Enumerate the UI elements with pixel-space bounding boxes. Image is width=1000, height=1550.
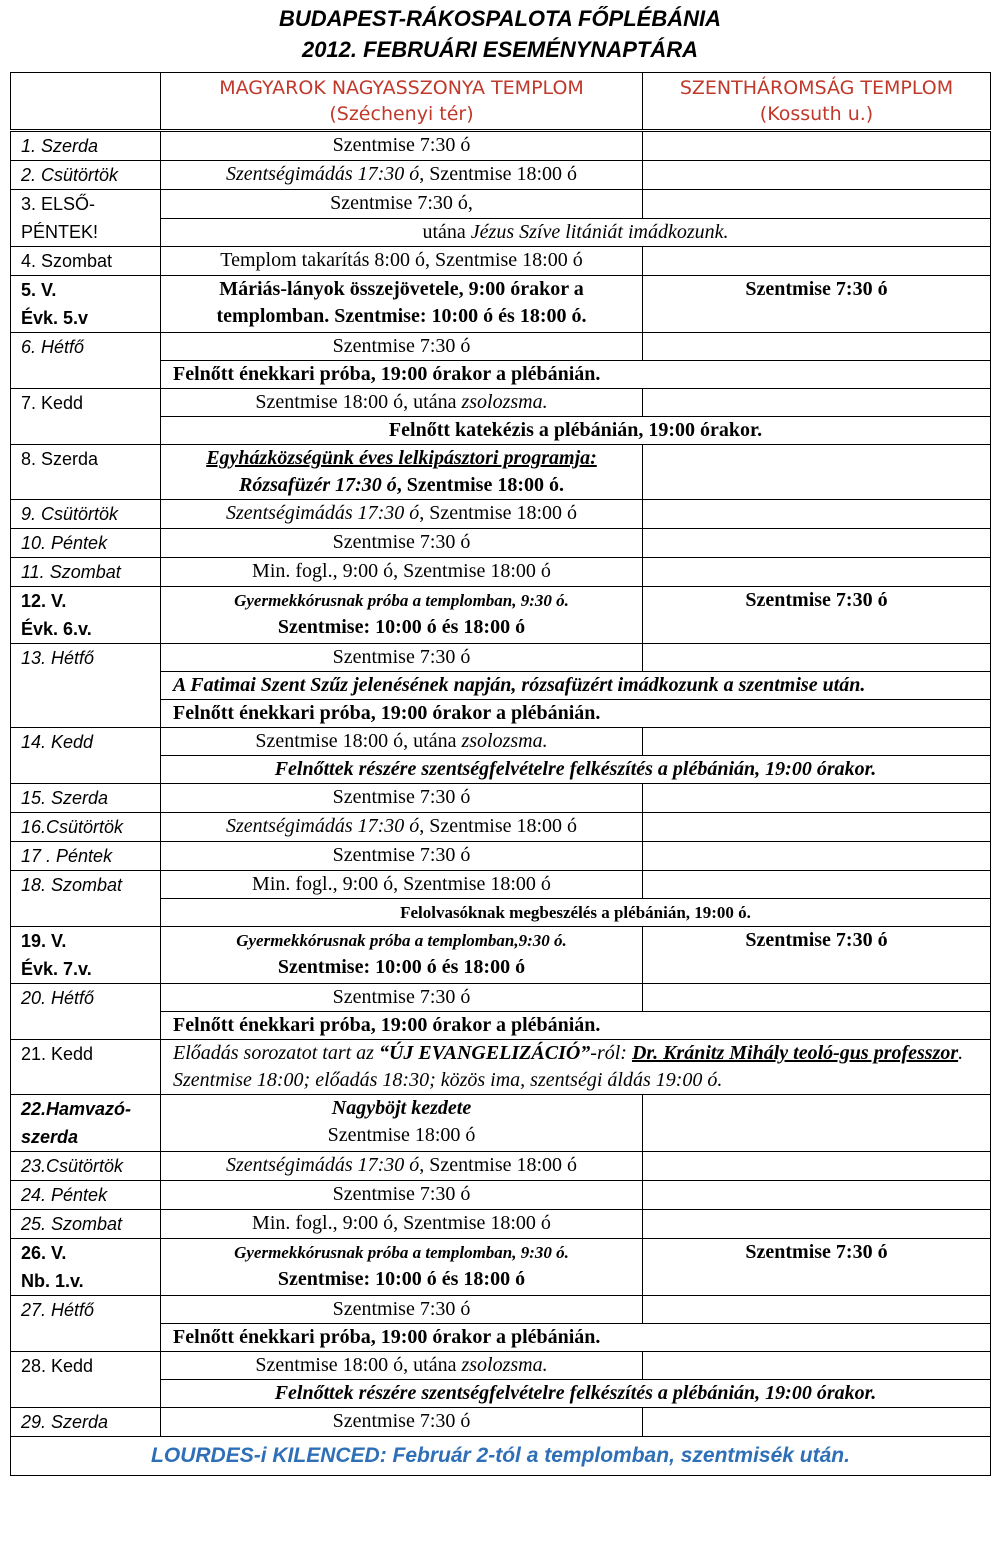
day-label: 29. Szerda bbox=[11, 1408, 161, 1437]
event-text: Egyházközségünk éves lelkipásztori programja: bbox=[206, 447, 597, 469]
table-row bbox=[11, 1352, 991, 1380]
table-row bbox=[11, 333, 991, 361]
event-text: Szentségimádás 17:30 ó bbox=[225, 502, 420, 524]
header-row bbox=[11, 73, 991, 131]
table-row bbox=[11, 1095, 991, 1152]
event-text: Dr. Kránitz Mihály teoló-gus professzor bbox=[631, 1042, 959, 1064]
event-text: Szentségimádás 17:30 ó bbox=[225, 1154, 420, 1176]
day-label: 14. Kedd bbox=[11, 728, 161, 784]
table-row bbox=[11, 131, 991, 161]
day-label: 28. Kedd bbox=[11, 1352, 161, 1408]
table-row bbox=[11, 813, 991, 842]
event-text: Gyermekkórusnak próba a templomban,9:30 ó. bbox=[236, 931, 567, 950]
event-text: Rózsafüzér 17:30 ó bbox=[239, 474, 397, 496]
day-label-line: 19. V. bbox=[21, 931, 67, 951]
table-row bbox=[11, 1296, 991, 1324]
day-label-line: Évk. 5.v bbox=[21, 308, 89, 328]
day-label: 4. Szombat bbox=[11, 247, 161, 276]
event-cell-empty bbox=[643, 247, 991, 276]
event-text: , Szentmise 18:00 ó. bbox=[396, 474, 564, 496]
event-cell-empty bbox=[643, 333, 991, 361]
day-label bbox=[11, 1095, 161, 1152]
day-label-line: 26. V. bbox=[21, 1243, 67, 1263]
day-label-line: Évk. 6.v. bbox=[21, 619, 92, 639]
day-label-line: 3. ELSŐ- bbox=[21, 194, 96, 214]
event-cell bbox=[161, 276, 643, 333]
table-row bbox=[11, 984, 991, 1012]
event-cell: Min. fogl., 9:00 ó, Szentmise 18:00 ó bbox=[161, 1210, 643, 1239]
table-row bbox=[11, 1181, 991, 1210]
event-cell bbox=[161, 927, 643, 984]
event-cell: Szentmise 7:30 ó bbox=[161, 529, 643, 558]
day-label-line: Nb. 1.v. bbox=[21, 1271, 84, 1291]
event-cell-wide: Felnőtt katekézis a plébánián, 19:00 órakor. bbox=[161, 417, 991, 445]
table-row bbox=[11, 558, 991, 587]
event-cell-empty bbox=[643, 1352, 991, 1380]
event-text: Nagyböjt kezdete bbox=[331, 1097, 472, 1119]
day-label: 25. Szombat bbox=[11, 1210, 161, 1239]
day-label: 17 . Péntek bbox=[11, 842, 161, 871]
event-cell-wide: Felnőtt énekkari próba, 19:00 órakor a plébánián. bbox=[161, 700, 991, 728]
page-title-line2: 2012. FEBRUÁRI ESEMÉNYNAPTÁRA bbox=[301, 37, 699, 62]
table-row bbox=[11, 784, 991, 813]
day-label-line: 5. V. bbox=[21, 280, 57, 300]
event-text: . Szentmise 18:00; előadás 18:30; közös ima, szentségi áldás 19:00 ó. bbox=[173, 1042, 964, 1091]
event-cell: Szentmise 7:30 ó bbox=[161, 1408, 643, 1437]
table-row bbox=[11, 445, 991, 500]
day-label bbox=[11, 927, 161, 984]
event-cell: Szentmise 7:30 ó bbox=[161, 644, 643, 672]
event-text: Gyermekkórusnak próba a templomban, 9:30 ó. bbox=[234, 591, 569, 610]
table-row bbox=[11, 587, 991, 644]
day-label: 13. Hétfő bbox=[11, 644, 161, 728]
event-cell-empty bbox=[643, 131, 991, 161]
event-cell: Szentmise 7:30 ó bbox=[161, 333, 643, 361]
table-row bbox=[11, 1152, 991, 1181]
table-row bbox=[11, 842, 991, 871]
event-text: utána bbox=[422, 220, 471, 243]
event-text: Szentmise 18:00 ó bbox=[327, 1124, 476, 1146]
event-text: Szentmise 18:00 ó, utána bbox=[255, 1354, 462, 1376]
event-text: Szentmise 18:00 ó, utána bbox=[255, 730, 462, 752]
event-text: Szentségimádás 17:30 ó bbox=[225, 815, 420, 837]
event-text: zsolozsma. bbox=[461, 1354, 548, 1376]
table-row bbox=[11, 1040, 991, 1095]
event-cell-church2: Szentmise 7:30 ó bbox=[643, 1239, 991, 1296]
event-cell-empty bbox=[643, 500, 991, 529]
day-label: 7. Kedd bbox=[11, 389, 161, 445]
day-label: 11. Szombat bbox=[11, 558, 161, 587]
event-cell-wide: Felnőttek részére szentségfelvételre felkészítés a plébánián, 19:00 órakor. bbox=[161, 1380, 991, 1408]
church1-name: MAGYAROK NAGYASSZONYA TEMPLOM bbox=[219, 77, 584, 99]
table-row bbox=[11, 190, 991, 219]
event-cell-wide: Felolvasóknak megbeszélés a plébánián, 19:00 ó. bbox=[161, 899, 991, 927]
event-cell-wide bbox=[161, 218, 991, 247]
event-text: , Szentmise 18:00 ó bbox=[419, 1154, 578, 1176]
day-label-line: PÉNTEK! bbox=[21, 222, 99, 242]
church2-place: (Kossuth u.) bbox=[759, 103, 874, 125]
event-cell-empty bbox=[643, 389, 991, 417]
event-text: zsolozsma. bbox=[461, 391, 548, 413]
event-cell: Szentmise 7:30 ó, bbox=[161, 190, 643, 219]
event-cell: Szentmise 7:30 ó bbox=[161, 1181, 643, 1210]
table-row bbox=[11, 276, 991, 333]
day-label-line: 22.Hamvazó- bbox=[21, 1099, 132, 1119]
event-cell bbox=[161, 1239, 643, 1296]
event-cell-wide: A Fatimai Szent Szűz jelenésének napján, rózsafüzért imádkozunk a szentmise után. bbox=[161, 672, 991, 700]
day-label: 2. Csütörtök bbox=[11, 161, 161, 190]
event-cell: Min. fogl., 9:00 ó, Szentmise 18:00 ó bbox=[161, 871, 643, 899]
event-cell: Szentmise 7:30 ó bbox=[161, 131, 643, 161]
day-label bbox=[11, 587, 161, 644]
footer-row bbox=[11, 1437, 991, 1476]
event-cell bbox=[161, 389, 643, 417]
table-row bbox=[11, 500, 991, 529]
day-label-line: Évk. 7.v. bbox=[21, 959, 92, 979]
event-text: templomban. Szentmise: 10:00 ó és 18:00 ó. bbox=[216, 305, 587, 327]
event-text: -ról: bbox=[590, 1042, 632, 1064]
event-cell: Szentmise 7:30 ó bbox=[161, 842, 643, 871]
day-label: 20. Hétfő bbox=[11, 984, 161, 1040]
event-text: Szentmise: 10:00 ó és 18:00 ó bbox=[277, 616, 526, 638]
table-row bbox=[11, 927, 991, 984]
event-cell-empty bbox=[643, 529, 991, 558]
event-cell-empty bbox=[643, 871, 991, 899]
table-row bbox=[11, 529, 991, 558]
header-church2 bbox=[643, 73, 991, 131]
event-cell bbox=[161, 500, 643, 529]
event-text: Gyermekkórusnak próba a templomban, 9:30 ó. bbox=[234, 1243, 569, 1262]
event-cell-church2: Szentmise 7:30 ó bbox=[643, 927, 991, 984]
event-cell-empty bbox=[643, 190, 991, 219]
event-cell-empty bbox=[643, 728, 991, 756]
event-text-line bbox=[161, 472, 642, 499]
event-calendar-table bbox=[10, 72, 991, 1476]
event-cell-church2: Szentmise 7:30 ó bbox=[643, 587, 991, 644]
table-row bbox=[11, 644, 991, 672]
day-label: 21. Kedd bbox=[11, 1040, 161, 1095]
event-cell-wide: Felnőtt énekkari próba, 19:00 órakor a plébánián. bbox=[161, 1012, 991, 1040]
event-cell: Templom takarítás 8:00 ó, Szentmise 18:00 ó bbox=[161, 247, 643, 276]
event-cell-empty bbox=[643, 1408, 991, 1437]
table-row bbox=[11, 247, 991, 276]
day-label: 1. Szerda bbox=[11, 131, 161, 161]
day-label: 9. Csütörtök bbox=[11, 500, 161, 529]
event-cell-empty bbox=[643, 784, 991, 813]
day-label: 10. Péntek bbox=[11, 529, 161, 558]
event-cell-empty bbox=[643, 984, 991, 1012]
day-label: 15. Szerda bbox=[11, 784, 161, 813]
event-cell-wide: Felnőttek részére szentségfelvételre felkészítés a plébánián, 19:00 órakor. bbox=[161, 756, 991, 784]
table-row bbox=[11, 728, 991, 756]
day-label: 18. Szombat bbox=[11, 871, 161, 927]
day-label-line: 12. V. bbox=[21, 591, 67, 611]
event-cell-empty bbox=[643, 1095, 991, 1152]
event-cell bbox=[161, 1095, 643, 1152]
event-cell-wide: Felnőtt énekkari próba, 19:00 órakor a plébánián. bbox=[161, 1324, 991, 1352]
church2-name: SZENTHÁROMSÁG TEMPLOM bbox=[679, 77, 954, 99]
day-label bbox=[11, 276, 161, 333]
footer-note: LOURDES-i KILENCED: Február 2-tól a templomban, szentmisék után. bbox=[11, 1437, 991, 1476]
event-cell-empty bbox=[643, 1210, 991, 1239]
day-label: 16.Csütörtök bbox=[11, 813, 161, 842]
event-cell-wide bbox=[161, 1040, 991, 1095]
church1-place: (Széchenyi tér) bbox=[329, 103, 474, 125]
event-cell-empty bbox=[643, 1296, 991, 1324]
event-cell-empty bbox=[643, 813, 991, 842]
event-text: , Szentmise 18:00 ó bbox=[419, 502, 578, 524]
event-text: “ÚJ EVANGELIZÁCIÓ” bbox=[378, 1042, 591, 1064]
event-text: , Szentmise 18:00 ó bbox=[419, 163, 578, 185]
table-row bbox=[11, 161, 991, 190]
day-label: 23.Csütörtök bbox=[11, 1152, 161, 1181]
event-cell-empty bbox=[643, 445, 991, 500]
table-row bbox=[11, 1210, 991, 1239]
event-text: Szentmise: 10:00 ó és 18:00 ó bbox=[277, 1268, 526, 1290]
event-cell-empty bbox=[643, 161, 991, 190]
event-cell: Szentmise 7:30 ó bbox=[161, 1296, 643, 1324]
event-cell: Szentmise 7:30 ó bbox=[161, 984, 643, 1012]
day-label bbox=[11, 190, 161, 247]
event-cell: Min. fogl., 9:00 ó, Szentmise 18:00 ó bbox=[161, 558, 643, 587]
event-cell-empty bbox=[643, 644, 991, 672]
event-text: Szentmise: 10:00 ó és 18:00 ó bbox=[277, 956, 526, 978]
event-cell bbox=[161, 161, 643, 190]
event-text: Jézus Szíve litániát imádkozunk. bbox=[470, 220, 729, 243]
event-cell bbox=[161, 445, 643, 500]
event-cell bbox=[161, 728, 643, 756]
event-text: Szentmise 18:00 ó, utána bbox=[255, 391, 462, 413]
event-cell: Szentmise 7:30 ó bbox=[161, 784, 643, 813]
event-text: , Szentmise 18:00 ó bbox=[419, 815, 578, 837]
event-text: zsolozsma. bbox=[461, 730, 548, 752]
day-label: 27. Hétfő bbox=[11, 1296, 161, 1352]
event-text: Előadás sorozatot tart az bbox=[173, 1042, 379, 1064]
table-row bbox=[11, 1408, 991, 1437]
event-cell bbox=[161, 587, 643, 644]
header-church1 bbox=[161, 73, 643, 131]
event-cell-church2: Szentmise 7:30 ó bbox=[643, 276, 991, 333]
event-text: Szentségimádás 17:30 ó bbox=[225, 163, 420, 185]
event-cell bbox=[161, 1352, 643, 1380]
day-label-line: szerda bbox=[21, 1127, 79, 1147]
event-cell bbox=[161, 813, 643, 842]
table-row bbox=[11, 871, 991, 899]
event-text: Máriás-lányok összejövetele, 9:00 órakor a bbox=[219, 278, 584, 300]
day-label: 24. Péntek bbox=[11, 1181, 161, 1210]
table-row bbox=[11, 389, 991, 417]
event-cell bbox=[161, 1152, 643, 1181]
day-label: 6. Hétfő bbox=[11, 333, 161, 389]
header-empty-cell bbox=[11, 73, 161, 131]
event-cell-wide: Felnőtt énekkari próba, 19:00 órakor a plébánián. bbox=[161, 361, 991, 389]
event-cell-empty bbox=[643, 842, 991, 871]
event-cell-empty bbox=[643, 1181, 991, 1210]
event-cell-empty bbox=[643, 558, 991, 587]
day-label bbox=[11, 1239, 161, 1296]
day-label: 8. Szerda bbox=[11, 445, 161, 500]
event-cell-empty bbox=[643, 1152, 991, 1181]
table-row bbox=[11, 1239, 991, 1296]
page-title-line1: BUDAPEST-RÁKOSPALOTA FŐPLÉBÁNIA bbox=[278, 6, 722, 31]
